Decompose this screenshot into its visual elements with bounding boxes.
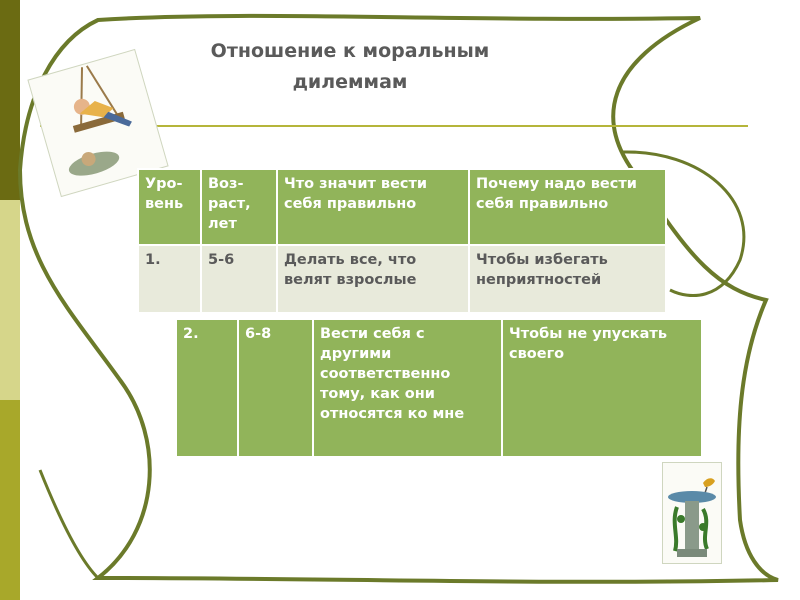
dilemma-table-1 [137, 168, 667, 314]
title-line-1: Отношение к моральным [210, 40, 490, 62]
cell-level: 2. [176, 319, 238, 457]
header-why-right: Почему надо вести себя правильно [469, 169, 666, 245]
slide-title [200, 36, 500, 98]
dilemma-table-2 [175, 318, 703, 458]
cell-age: 6-8 [238, 319, 313, 457]
header-age: Воз-раст, лет [201, 169, 277, 245]
table-row [138, 245, 666, 313]
birdbath-with-bird-clipart-icon [662, 462, 722, 564]
cell-level: 1. [138, 245, 201, 313]
cell-why: Чтобы избегать неприятностей [469, 245, 666, 313]
cell-age: 5-6 [201, 245, 277, 313]
cell-what: Вести себя с другими соответственно тому, как они относятся ко мне [313, 319, 502, 457]
cell-what: Делать все, что велят взрослые [277, 245, 469, 313]
table-header-row [138, 169, 666, 245]
cell-why: Чтобы не упускать своего [502, 319, 702, 457]
title-line-2: дилеммам [292, 71, 408, 93]
header-level: Уро-вень [138, 169, 201, 245]
header-what-right: Что значит вести себя правильно [277, 169, 469, 245]
table-row [176, 319, 702, 457]
